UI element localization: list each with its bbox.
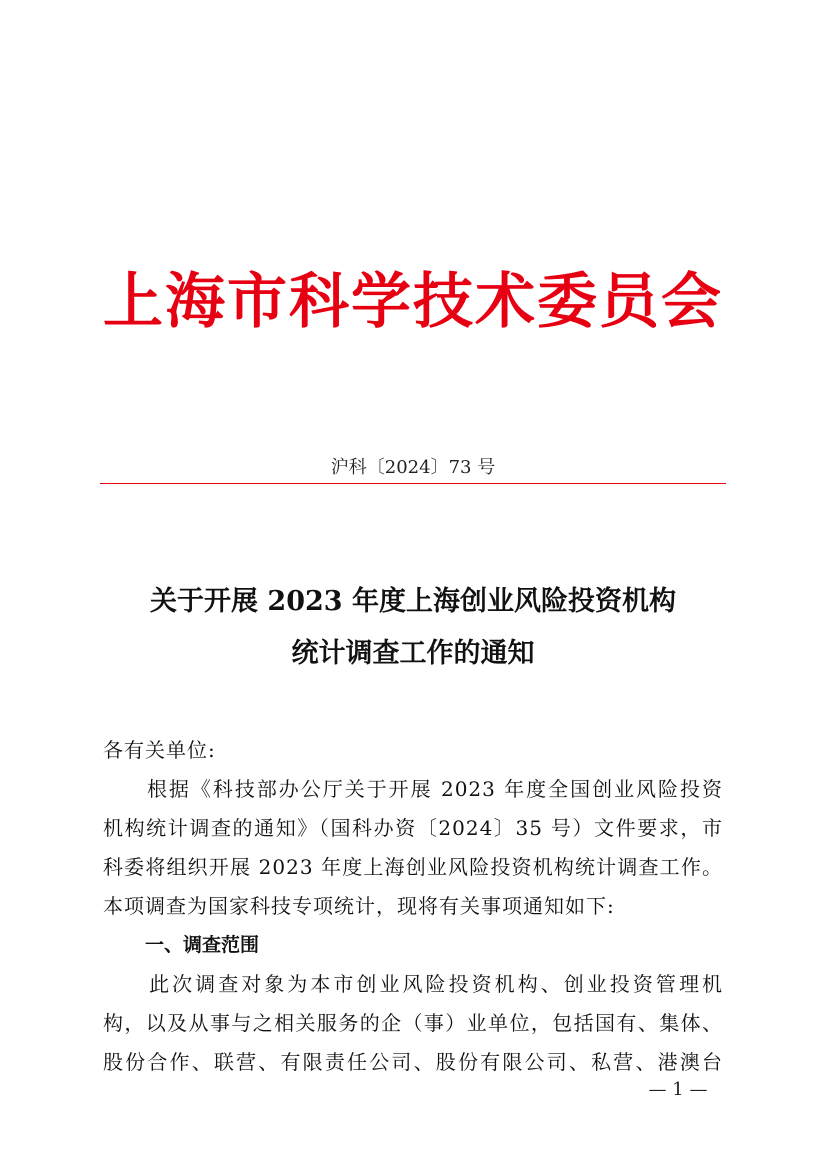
- section-heading-scope: 一、调查范围: [145, 934, 260, 956]
- paragraph-1-line-3: 科委将组织开展 2023 年度上海创业风险投资机构统计调查工作。: [103, 855, 723, 879]
- salutation: 各有关单位:: [103, 738, 216, 762]
- page-number: — 1 —: [648, 1079, 708, 1100]
- paragraph-1-line-2: 机构统计调查的通知》（国科办资〔2024〕35 号）文件要求，市: [103, 816, 723, 840]
- paragraph-2-line-1: 此次调查对象为本市创业风险投资机构、创业投资管理机: [103, 972, 723, 996]
- document-title-line-1: 关于开展 2023 年度上海创业风险投资机构: [150, 586, 676, 617]
- paragraph-2-line-3: 股份合作、联营、有限责任公司、股份有限公司、私营、港澳台: [103, 1050, 723, 1074]
- paragraph-1-line-1: 根据《科技部办公厅关于开展 2023 年度全国创业风险投资: [103, 777, 723, 801]
- paragraph-1-line-4: 本项调查为国家科技专项统计，现将有关事项通知如下:: [103, 894, 615, 918]
- document-title-line-2: 统计调查工作的通知: [291, 638, 535, 669]
- paragraph-2-line-2: 构，以及从事与之相关服务的企（事）业单位，包括国有、集体、: [103, 1011, 723, 1035]
- document-number: 沪科〔2024〕73 号: [330, 457, 496, 478]
- issuing-organization-header: 上海市科学技术委员会: [103, 267, 723, 337]
- red-separator-line: [100, 483, 726, 484]
